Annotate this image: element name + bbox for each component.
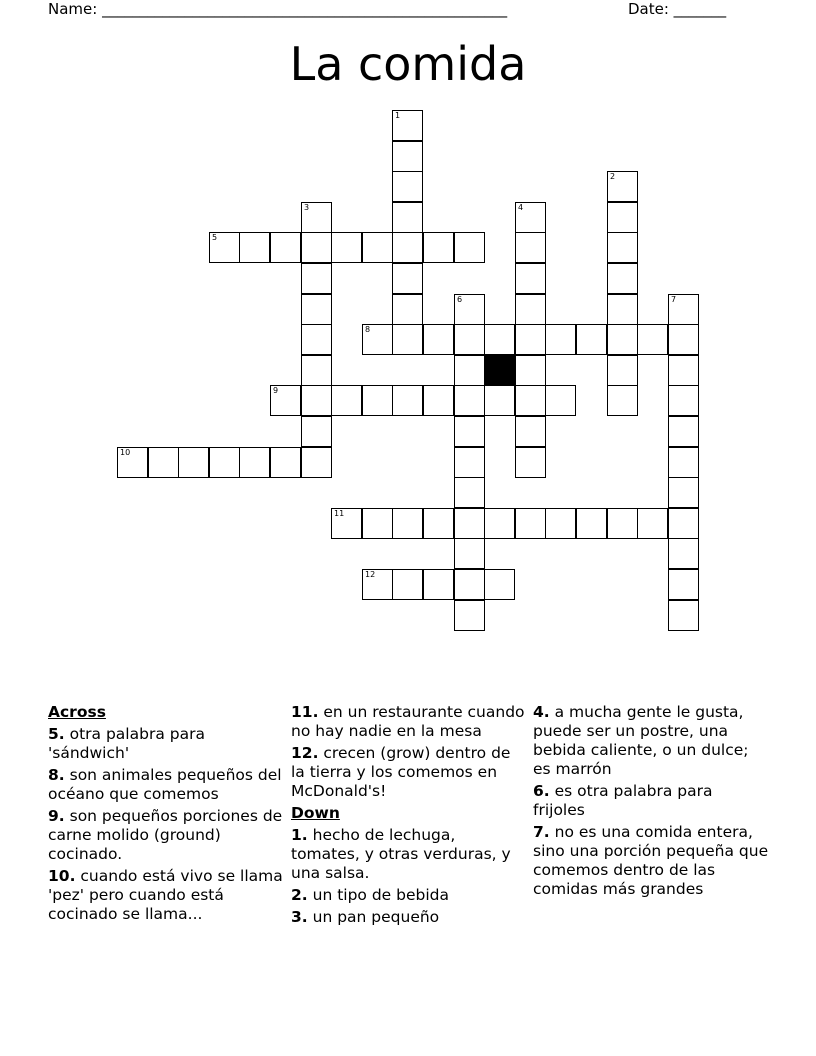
- clue-text: son pequeños porciones de carne molido (ground) cocinado.: [48, 807, 283, 863]
- grid-cell[interactable]: [392, 385, 423, 416]
- grid-cell[interactable]: [392, 569, 423, 600]
- grid-cell[interactable]: [392, 232, 423, 263]
- clue-down-7: [533, 823, 769, 899]
- grid-cell[interactable]: [331, 508, 362, 539]
- grid-cell[interactable]: [301, 294, 332, 325]
- grid-cell[interactable]: [270, 385, 301, 416]
- grid-cell[interactable]: [392, 324, 423, 355]
- grid-cell[interactable]: [607, 171, 638, 202]
- grid-cell[interactable]: [209, 232, 240, 263]
- grid-cell[interactable]: [423, 569, 454, 600]
- grid-cell[interactable]: [515, 385, 546, 416]
- grid-cell[interactable]: [362, 232, 393, 263]
- grid-cell[interactable]: [545, 508, 576, 539]
- clues-column-1: [48, 703, 284, 927]
- grid-cell[interactable]: [362, 508, 393, 539]
- clue-text: crecen (grow) dentro de la tierra y los comemos en McDonald's!: [291, 744, 511, 800]
- clue-down-4: [533, 703, 769, 779]
- clue-text: hecho de lechuga, tomates, y otras verduras, y una salsa.: [291, 826, 511, 882]
- grid-cell[interactable]: [423, 385, 454, 416]
- grid-cell[interactable]: [117, 447, 148, 478]
- clue-text: son animales pequeños del océano que comemos: [48, 766, 282, 803]
- clue-number-label: 10: [120, 448, 131, 457]
- page-title: La comida: [289, 37, 527, 91]
- grid-cell[interactable]: [545, 324, 576, 355]
- grid-cell[interactable]: [668, 385, 699, 416]
- grid-cell[interactable]: [668, 600, 699, 631]
- grid-cell[interactable]: [454, 416, 485, 447]
- clue-number-label: 4: [518, 203, 524, 212]
- grid-cell[interactable]: [454, 477, 485, 508]
- grid-cell[interactable]: [668, 294, 699, 325]
- grid-cell[interactable]: [301, 263, 332, 294]
- grid-cell[interactable]: [423, 232, 454, 263]
- grid-cell[interactable]: [301, 355, 332, 386]
- clue-down-6: [533, 782, 769, 820]
- down-heading: Down: [291, 804, 340, 822]
- grid-cell[interactable]: [484, 508, 515, 539]
- grid-cell[interactable]: [392, 263, 423, 294]
- grid-cell[interactable]: [454, 508, 485, 539]
- grid-cell[interactable]: [515, 508, 546, 539]
- clue-down-1: [291, 826, 527, 883]
- clues-column-2: [291, 703, 527, 930]
- grid-cell[interactable]: [239, 447, 270, 478]
- grid-cell[interactable]: [607, 263, 638, 294]
- grid-cell[interactable]: [668, 569, 699, 600]
- grid-cell[interactable]: [392, 110, 423, 141]
- clue-number: 11.: [291, 703, 319, 721]
- clue-number: 2.: [291, 886, 308, 904]
- clue-number: 7.: [533, 823, 550, 841]
- grid-cell[interactable]: [668, 416, 699, 447]
- clue-number-label: 11: [334, 509, 345, 518]
- grid-cell[interactable]: [270, 232, 301, 263]
- clue-across-10: [48, 867, 284, 924]
- grid-cell[interactable]: [301, 324, 332, 355]
- clues-column-3: [533, 703, 769, 902]
- name-field-label: Name: ______________________________________________________: [48, 0, 508, 18]
- clue-number: 10.: [48, 867, 76, 885]
- grid-cell[interactable]: [392, 141, 423, 172]
- clue-number-label: 1: [395, 111, 401, 120]
- grid-cell[interactable]: [576, 324, 607, 355]
- grid-cell[interactable]: [668, 538, 699, 569]
- grid-cell[interactable]: [454, 324, 485, 355]
- grid-cell[interactable]: [484, 385, 515, 416]
- grid-cell[interactable]: [301, 416, 332, 447]
- grid-cell[interactable]: [454, 569, 485, 600]
- grid-cell[interactable]: [607, 385, 638, 416]
- grid-cell[interactable]: [515, 263, 546, 294]
- clue-text: en un restaurante cuando no hay nadie en la mesa: [291, 703, 525, 740]
- grid-cell[interactable]: [668, 324, 699, 355]
- clue-number: 9.: [48, 807, 65, 825]
- grid-cell[interactable]: [454, 538, 485, 569]
- clue-across-5: [48, 725, 284, 763]
- grid-cell[interactable]: [331, 232, 362, 263]
- grid-cell[interactable]: [148, 447, 179, 478]
- grid-cell[interactable]: [178, 447, 209, 478]
- across-heading: Across: [48, 703, 106, 721]
- clue-number: 5.: [48, 725, 65, 743]
- clue-number-label: 2: [610, 172, 616, 181]
- clue-number-label: 8: [365, 325, 371, 334]
- grid-cell[interactable]: [607, 232, 638, 263]
- grid-cell[interactable]: [637, 324, 668, 355]
- grid-cell[interactable]: [423, 324, 454, 355]
- black-square: [484, 355, 515, 386]
- grid-cell[interactable]: [668, 355, 699, 386]
- grid-cell[interactable]: [392, 294, 423, 325]
- grid-cell[interactable]: [515, 447, 546, 478]
- clue-number: 8.: [48, 766, 65, 784]
- clue-number-label: 12: [365, 570, 376, 579]
- grid-cell[interactable]: [270, 447, 301, 478]
- grid-cell[interactable]: [668, 477, 699, 508]
- clue-number-label: 3: [304, 203, 310, 212]
- grid-cell[interactable]: [423, 508, 454, 539]
- grid-cell[interactable]: [454, 232, 485, 263]
- clue-number: 12.: [291, 744, 319, 762]
- grid-cell[interactable]: [454, 385, 485, 416]
- clue-down-2: [291, 886, 527, 905]
- clue-text: otra palabra para 'sándwich': [48, 725, 205, 762]
- grid-cell[interactable]: [515, 294, 546, 325]
- clue-number: 4.: [533, 703, 550, 721]
- clue-number: 3.: [291, 908, 308, 926]
- grid-cell[interactable]: [576, 508, 607, 539]
- grid-cell[interactable]: [515, 232, 546, 263]
- grid-cell[interactable]: [301, 202, 332, 233]
- clue-text: es otra palabra para frijoles: [533, 782, 713, 819]
- clue-number-label: 7: [671, 295, 677, 304]
- grid-cell[interactable]: [301, 232, 332, 263]
- clue-across-8: [48, 766, 284, 804]
- grid-cell[interactable]: [392, 508, 423, 539]
- grid-cell[interactable]: [301, 447, 332, 478]
- grid-cell[interactable]: [454, 600, 485, 631]
- date-field-label: Date: _______: [628, 0, 727, 18]
- grid-cell[interactable]: [209, 447, 240, 478]
- clue-across-11: [291, 703, 527, 741]
- clue-number-label: 9: [273, 386, 279, 395]
- clue-text: cuando está vivo se llama 'pez' pero cuando está cocinado se llama...: [48, 867, 283, 923]
- grid-cell[interactable]: [392, 171, 423, 202]
- grid-cell[interactable]: [454, 355, 485, 386]
- clue-across-9: [48, 807, 284, 864]
- clue-down-3: [291, 908, 527, 927]
- clue-text: un tipo de bebida: [307, 886, 449, 904]
- grid-cell[interactable]: [515, 324, 546, 355]
- grid-cell[interactable]: [607, 324, 638, 355]
- clue-number: 1.: [291, 826, 308, 844]
- grid-cell[interactable]: [362, 569, 393, 600]
- grid-cell[interactable]: [301, 385, 332, 416]
- grid-cell[interactable]: [637, 508, 668, 539]
- grid-cell[interactable]: [362, 324, 393, 355]
- grid-cell[interactable]: [668, 508, 699, 539]
- grid-cell[interactable]: [545, 385, 576, 416]
- grid-cell[interactable]: [454, 447, 485, 478]
- grid-cell[interactable]: [484, 324, 515, 355]
- clue-number-label: 5: [212, 233, 218, 242]
- grid-cell[interactable]: [607, 355, 638, 386]
- clue-text: a mucha gente le gusta, puede ser un postre, una bebida caliente, o un dulce; es marrón: [533, 703, 749, 778]
- clue-number: 6.: [533, 782, 550, 800]
- grid-cell[interactable]: [454, 294, 485, 325]
- grid-cell[interactable]: [515, 202, 546, 233]
- clue-across-12: [291, 744, 527, 801]
- grid-cell[interactable]: [239, 232, 270, 263]
- grid-cell[interactable]: [607, 508, 638, 539]
- grid-cell[interactable]: [668, 447, 699, 478]
- clue-text: no es una comida entera, sino una porción pequeña que comemos dentro de las comidas más grandes: [533, 823, 769, 898]
- grid-cell[interactable]: [331, 385, 362, 416]
- grid-cell[interactable]: [607, 294, 638, 325]
- clue-number-label: 6: [457, 295, 463, 304]
- grid-cell[interactable]: [362, 385, 393, 416]
- clue-text: un pan pequeño: [307, 908, 440, 926]
- grid-cell[interactable]: [607, 202, 638, 233]
- grid-cell[interactable]: [392, 202, 423, 233]
- grid-cell[interactable]: [484, 569, 515, 600]
- grid-cell[interactable]: [515, 416, 546, 447]
- grid-cell[interactable]: [515, 355, 546, 386]
